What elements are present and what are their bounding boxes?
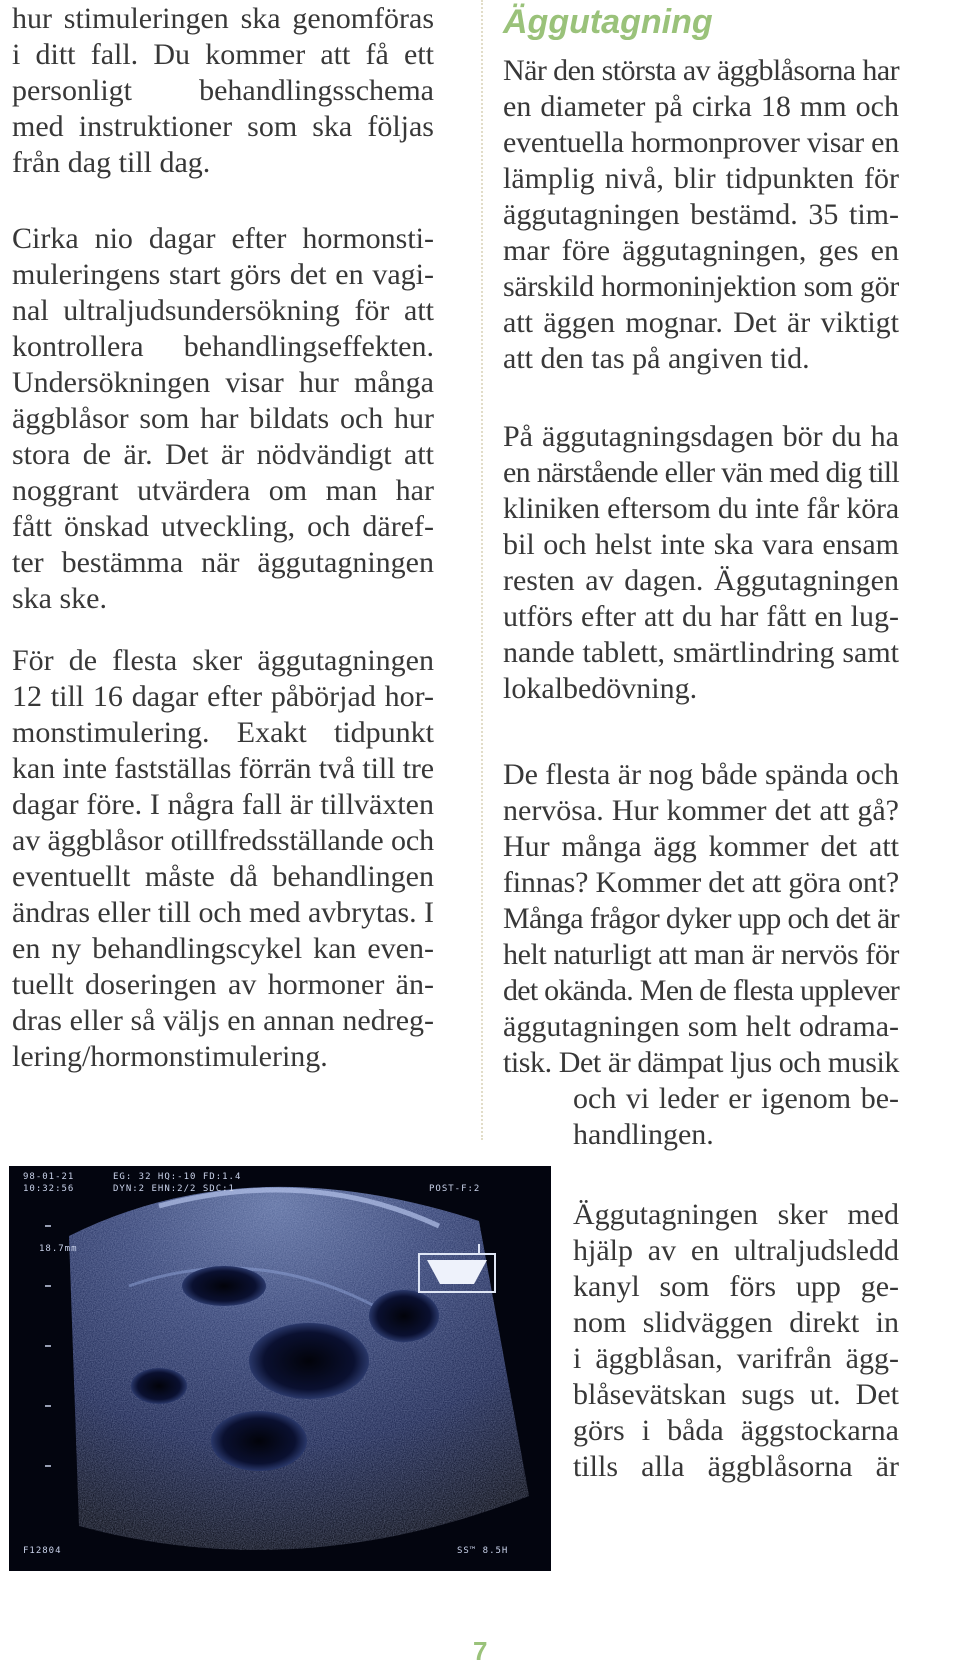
right-paragraph-line: äggutagningen som helt odrama- (503, 1010, 899, 1043)
right-paragraph-line: kliniken eftersom du inte får köra (503, 492, 899, 525)
right-paragraph-line: eventuella hormonprover visar en (503, 126, 899, 159)
right-paragraph-line: hjälp av en ultraljudsledd (573, 1234, 899, 1267)
left-paragraph-line: Cirka nio dagar efter hormonsti- (12, 222, 434, 255)
page-number: 7 (473, 1636, 488, 1666)
left-paragraph-line: muleringens start görs det en vagi- (12, 258, 434, 291)
right-paragraph-line: att äggen mognar. Det är viktigt (503, 306, 899, 339)
left-paragraph-line: nal ultraljudsundersökning för att (12, 294, 434, 327)
left-paragraph-line: 12 till 16 dagar efter påbörjad hor- (12, 680, 434, 713)
right-paragraph-line: mar före äggutagningen, ges en (503, 234, 899, 267)
left-paragraph-line: ska ske. (12, 582, 107, 615)
left-paragraph-line: monstimulering. Exakt tidpunkt (12, 716, 434, 749)
right-paragraph-line: Många frågor dyker upp och det är (503, 902, 899, 935)
right-paragraph-line: bil och helst inte ska vara ensam (503, 528, 899, 561)
right-paragraph-line: nom slidväggen direkt in (573, 1306, 899, 1339)
right-paragraph-line: Äggutagningen sker med (573, 1198, 899, 1231)
left-paragraph-line: personligt behandlingsschema (12, 74, 434, 107)
right-paragraph-line: i äggblåsan, varifrån ägg- (573, 1342, 899, 1375)
follicle-shape (249, 1323, 369, 1399)
left-paragraph-line: ändras eller till och med avbrytas. I (12, 896, 434, 929)
right-paragraph-line: De flesta är nog både spända och (503, 758, 899, 791)
ultrasound-footer-left: F12804 (23, 1546, 62, 1556)
right-paragraph-line: görs i båda äggstockarna (573, 1414, 899, 1447)
right-paragraph-line: På äggutagningsdagen bör du ha (503, 420, 899, 453)
column-divider (481, 0, 483, 1140)
right-paragraph-line: När den största av äggblåsorna har (503, 54, 899, 87)
right-paragraph-line: nande tablett, smärtlindring samt (503, 636, 899, 669)
follicle-shape (131, 1368, 187, 1404)
left-paragraph-line: För de flesta sker äggutagningen (12, 644, 434, 677)
right-paragraph-line: lämplig nivå, blir tidpunkten för (503, 162, 899, 195)
right-paragraph-line: särskild hormoninjektion som gör (503, 270, 899, 303)
left-paragraph-line: dras eller så väljs en annan nedreg- (12, 1004, 434, 1037)
ultrasound-scan (9, 1166, 551, 1571)
left-paragraph-line: ter bestämma när äggutagningen (12, 546, 434, 579)
right-paragraph-line: en närstående eller vän med dig till (503, 456, 899, 489)
left-paragraph-line: äggblåsor som har bildats och hur (12, 402, 434, 435)
left-paragraph-line: kan inte fastställas förrän två till tre (12, 752, 434, 785)
ultrasound-footer-right: SS™ 8.5H (457, 1546, 509, 1556)
left-paragraph-line: kontrollera behandlingseffekten. (12, 330, 434, 363)
right-paragraph-line: kanyl som förs upp ge- (573, 1270, 899, 1303)
right-paragraph-line: lokalbedövning. (503, 672, 698, 705)
right-paragraph-line: det okända. Men de flesta upplever (503, 974, 899, 1007)
right-paragraph-line: och vi leder er igenom be- (573, 1082, 899, 1115)
left-paragraph-line: fått önskad utveckling, och däref- (12, 510, 434, 543)
right-paragraph-line: finnas? Kommer det att göra ont? (503, 866, 899, 899)
left-paragraph-line: stora de är. Det är nödvändigt att (12, 438, 434, 471)
right-paragraph-line: resten av dagen. Äggutagningen (503, 564, 899, 597)
left-paragraph-line: med instruktioner som ska följas (12, 110, 434, 143)
ultrasound-probe-label: POST-F:2 (429, 1184, 481, 1194)
ultrasound-scale-label: 18.7mm (39, 1244, 78, 1254)
left-paragraph-line: tuellt doseringen av hormoner än- (12, 968, 434, 1001)
right-paragraph-line: en diameter på cirka 18 mm och (503, 90, 899, 123)
left-paragraph-line: lering/hormonstimulering. (12, 1040, 328, 1073)
follicle-shape (369, 1290, 439, 1342)
right-paragraph-line: att den tas på angiven tid. (503, 342, 810, 375)
ultrasound-image (9, 1166, 551, 1571)
follicle-shape (182, 1266, 266, 1306)
right-paragraph-line: tills alla äggblåsorna är (573, 1450, 899, 1483)
right-paragraph-line: handlingen. (573, 1118, 714, 1151)
follicle-shape (211, 1411, 307, 1471)
ultrasound-params-2: DYN:2 EHN:2/2 SDC:1 (113, 1184, 235, 1194)
right-paragraph-line: äggutagningen bestämd. 35 tim- (503, 198, 899, 231)
right-paragraph-line: nervösa. Hur kommer det att gå? (503, 794, 899, 827)
right-paragraph-line: utförs efter att du har fått en lug- (503, 600, 899, 633)
ultrasound-params-1: EG: 32 HQ:-10 FD:1.4 (113, 1172, 242, 1182)
left-paragraph-line: från dag till dag. (12, 146, 211, 179)
left-paragraph-line: noggrant utvärdera om man har (12, 474, 434, 507)
ultrasound-time: 10:32:56 (23, 1184, 75, 1194)
left-paragraph-line: dagar före. I några fall är tillväxten (12, 788, 434, 821)
left-paragraph-line: hur stimuleringen ska genomföras (12, 2, 434, 35)
right-paragraph-line: tisk. Det är dämpat ljus och musik (503, 1046, 899, 1079)
left-paragraph-line: en ny behandlingscykel kan even- (12, 932, 434, 965)
right-paragraph-line: helt naturligt att man är nervös för (503, 938, 899, 971)
section-heading-aggutagning: Äggutagning (503, 3, 713, 41)
right-paragraph-line: Hur många ägg kommer det att (503, 830, 899, 863)
left-paragraph-line: i ditt fall. Du kommer att få ett (12, 38, 434, 71)
left-paragraph-line: eventuellt måste då behandlingen (12, 860, 434, 893)
left-paragraph-line: av äggblåsor otillfredsställande och (12, 824, 434, 857)
right-paragraph-line: blåsevätskan sugs ut. Det (573, 1378, 899, 1411)
ultrasound-date: 98-01-21 (23, 1172, 75, 1182)
left-paragraph-line: Undersökningen visar hur många (12, 366, 434, 399)
